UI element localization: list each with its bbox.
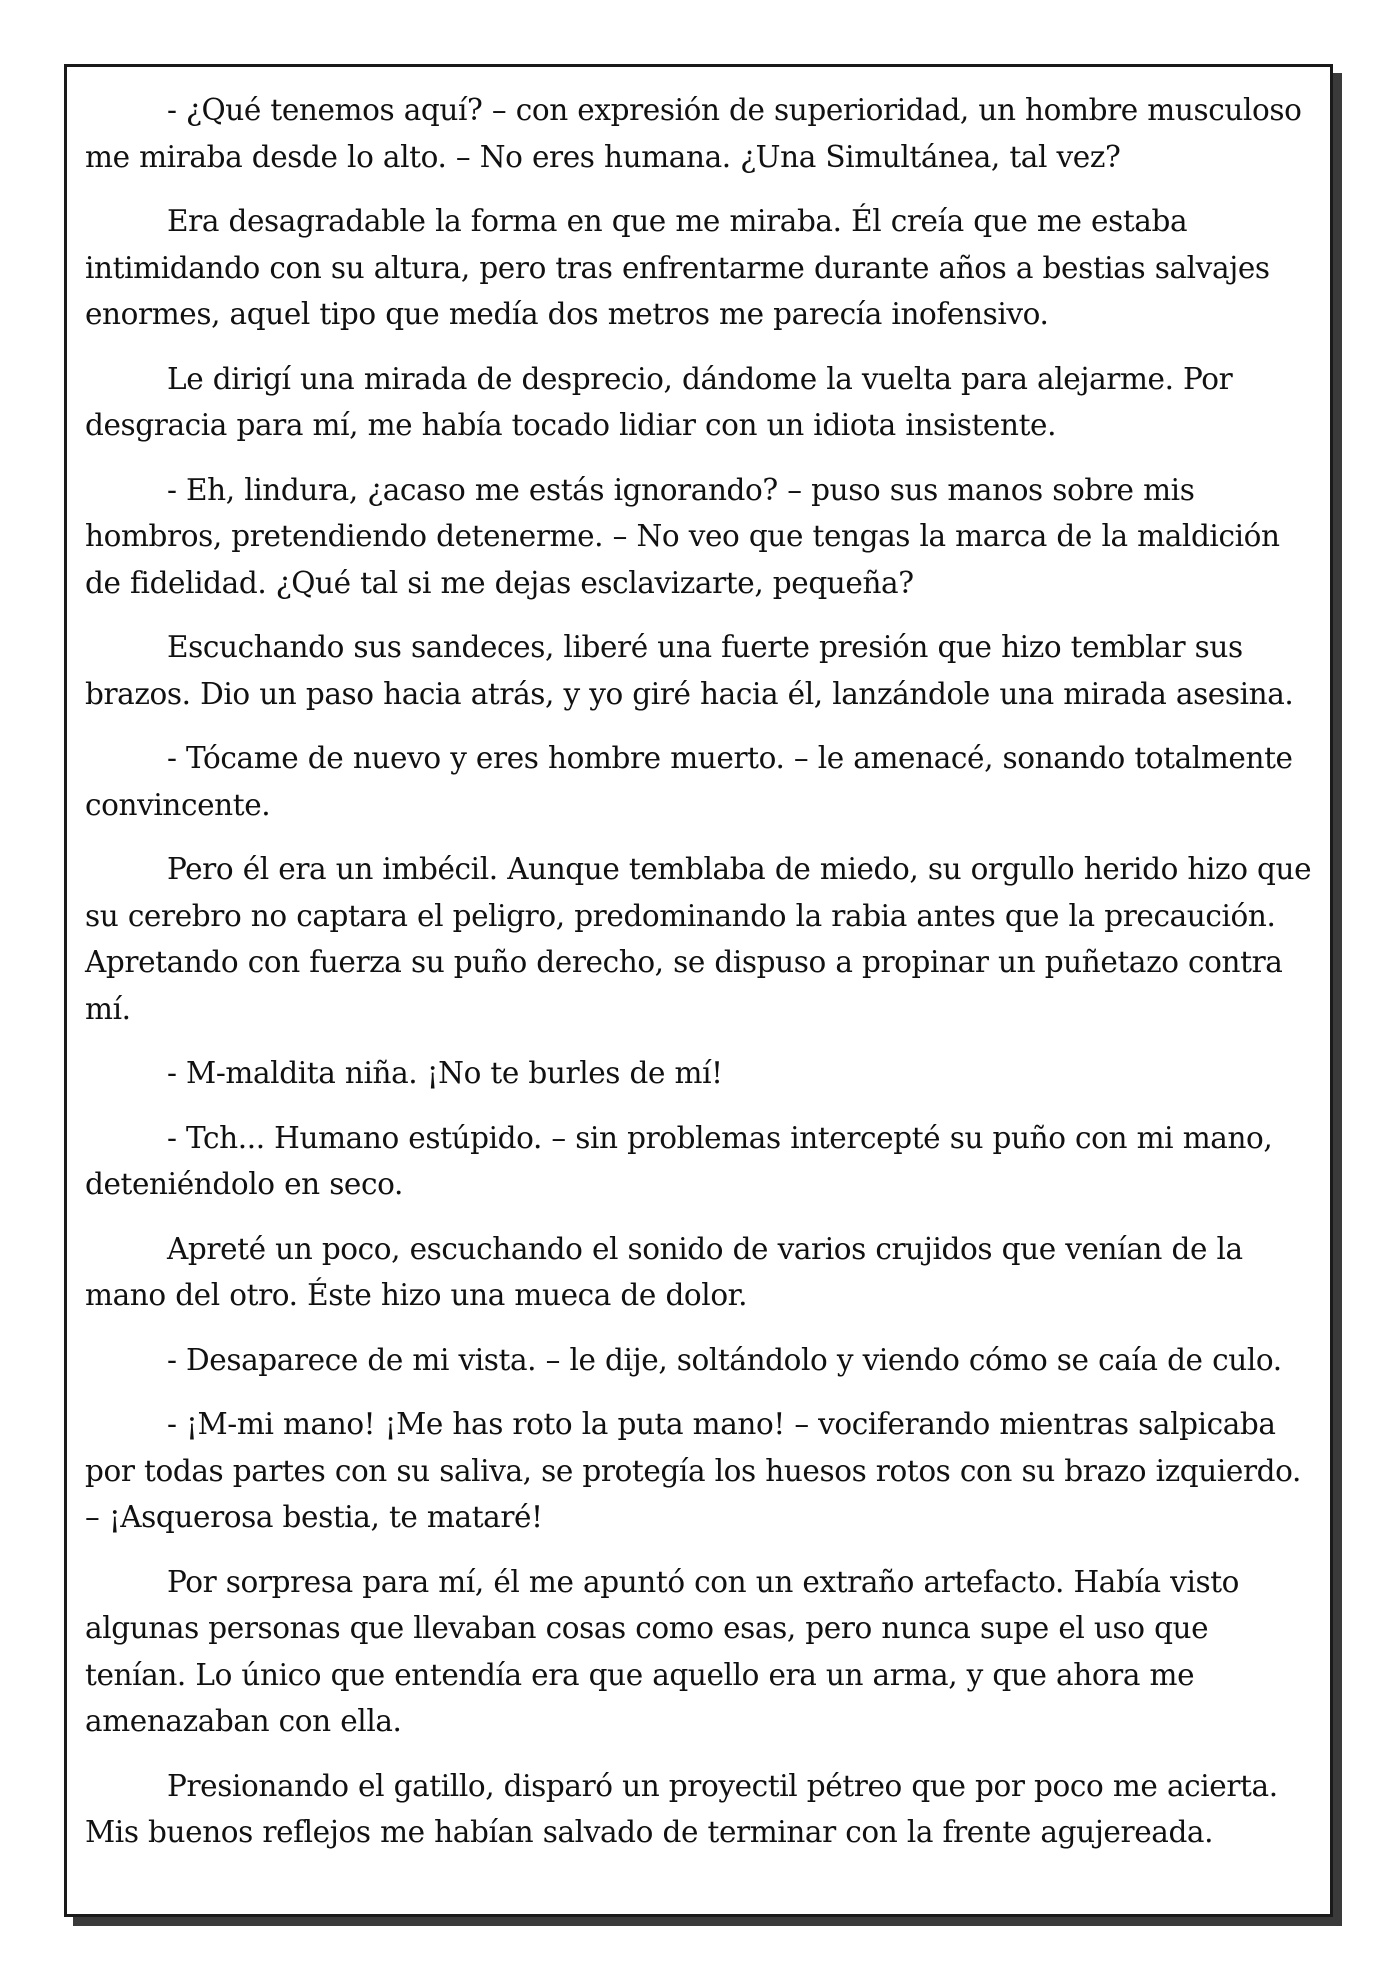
text-column [85, 87, 1315, 1874]
paragraph: - ¡M-mi mano! ¡Me has roto la puta mano! – vociferando mientras salpicaba por todas partes con su saliva, se protegía los huesos rotos con su brazo izquierdo. – ¡Asquerosa bestia, te mataré! [85, 1407, 1301, 1534]
paragraph: Le dirigí una mirada de desprecio, dándome la vuelta para alejarme. Por desgracia para mí, me había tocado lidiar con un idiota insistente. [85, 361, 1233, 442]
paragraph: - Tch... Humano estúpido. – sin problemas intercepté su puño con mi mano, deteniéndolo en seco. [85, 1120, 1273, 1201]
paragraph: - Eh, lindura, ¿acaso me estás ignorando? – puso sus manos sobre mis hombros, pretendiendo detenerme. – No veo que tengas la marca de la maldición de fidelidad. ¿Qué tal si me dejas esclavizarte, pequeña? [85, 472, 1280, 600]
paragraph: Era desagradable la forma en que me miraba. Él creía que me estaba intimidando con su altura, pero tras enfrentarme durante años a bestias salvajes enormes, aquel tipo que medía dos metros me parecía inofensivo. [85, 204, 1270, 331]
paragraph: Escuchando sus sandeces, liberé una fuerte presión que hizo temblar sus brazos. Dio un paso hacia atrás, y yo giré hacia él, lanzándole una mirada asesina. [85, 630, 1294, 711]
paragraph: - Tócame de nuevo y eres hombre muerto. – le amenacé, sonando totalmente convincente. [85, 741, 1293, 822]
paragraph: Por sorpresa para mí, él me apuntó con un extraño artefacto. Había visto algunas personas que llevaban cosas como esas, pero nunca supe el uso que tenían. Lo único que entendía era que aquello era un arma, y que ahora me amenazaban con ella. [85, 1564, 1240, 1738]
paragraph: Presionando el gatillo, disparó un proyectil pétreo que por poco me acierta. Mis buenos reflejos me habían salvado de terminar con la frente agujereada. [85, 1768, 1278, 1849]
paragraph: - ¿Qué tenemos aquí? – con expresión de superioridad, un hombre musculoso me miraba desde lo alto. – No eres humana. ¿Una Simultánea, tal vez? [85, 93, 1302, 174]
paragraph: - M-maldita niña. ¡No te burles de mí! [167, 1056, 723, 1090]
paragraph: Apreté un poco, escuchando el sonido de varios crujidos que venían de la mano del otro. Éste hizo una mueca de dolor. [85, 1231, 1243, 1312]
paragraph: Pero él era un imbécil. Aunque temblaba de miedo, su orgullo herido hizo que su cerebro no captara el peligro, predominando la rabia antes que la precaución. Apretando con fuerza su puño derecho, se dispuso a propinar un puñetazo contra mí. [85, 852, 1312, 1026]
page-frame [64, 64, 1333, 1917]
paragraph: - Desaparece de mi vista. – le dije, soltándolo y viendo cómo se caía de culo. [167, 1342, 1282, 1377]
